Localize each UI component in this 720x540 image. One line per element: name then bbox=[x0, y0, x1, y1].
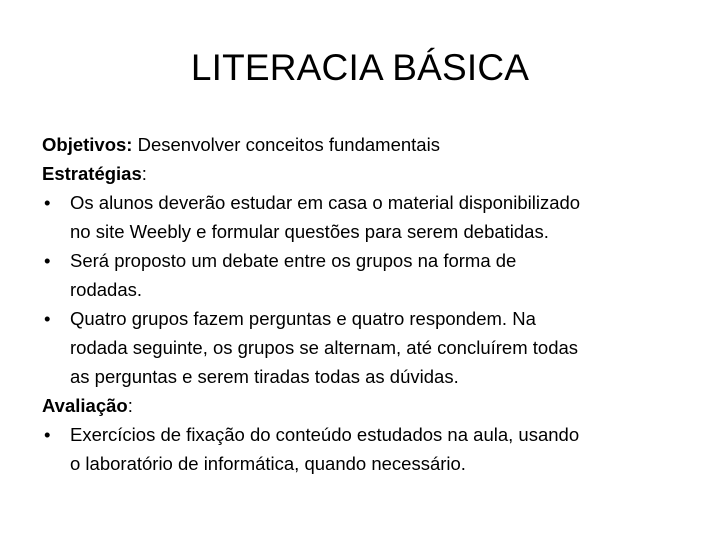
avaliacao-colon: : bbox=[127, 395, 133, 416]
bullet-line: Exercícios de fixação do conteúdo estudados na aula, usando bbox=[70, 424, 580, 445]
bullet-line: as perguntas e serem tiradas todas as dúvidas. bbox=[70, 366, 459, 387]
bullet-line: rodada seguinte, os grupos se alternam, até concluírem todas bbox=[70, 337, 579, 358]
slide-title: LITERACIA BÁSICA bbox=[190, 47, 530, 88]
objetivos-label: Objetivos: bbox=[42, 134, 133, 155]
avaliacao-item-1 bbox=[42, 420, 692, 478]
bullet-line: rodadas. bbox=[70, 279, 142, 300]
objetivos-text: Desenvolver conceitos fundamentais bbox=[132, 134, 440, 155]
estrategias-colon: : bbox=[141, 163, 147, 184]
estrategias-item-1 bbox=[42, 188, 692, 246]
estrategias-heading bbox=[42, 159, 692, 188]
bullet-icon: • bbox=[44, 250, 51, 271]
bullet-line: Será proposto um debate entre os grupos na forma de bbox=[70, 250, 517, 271]
avaliacao-label: Avaliação bbox=[42, 395, 128, 416]
slide-body bbox=[42, 130, 692, 478]
bullet-line: Quatro grupos fazem perguntas e quatro respondem. Na bbox=[70, 308, 536, 329]
bullet-line: o laboratório de informática, quando necessário. bbox=[70, 453, 466, 474]
bullet-line: Os alunos deverão estudar em casa o material disponibilizado bbox=[70, 192, 581, 213]
estrategias-item-3 bbox=[42, 304, 692, 391]
bullet-icon: • bbox=[44, 308, 51, 329]
bullet-icon: • bbox=[44, 192, 51, 213]
estrategias-item-2 bbox=[42, 246, 692, 304]
bullet-icon: • bbox=[44, 424, 51, 445]
bullet-line: no site Weebly e formular questões para serem debatidas. bbox=[70, 221, 549, 242]
avaliacao-heading bbox=[42, 391, 692, 420]
objetivos-line bbox=[42, 130, 692, 159]
estrategias-label: Estratégias bbox=[42, 163, 142, 184]
